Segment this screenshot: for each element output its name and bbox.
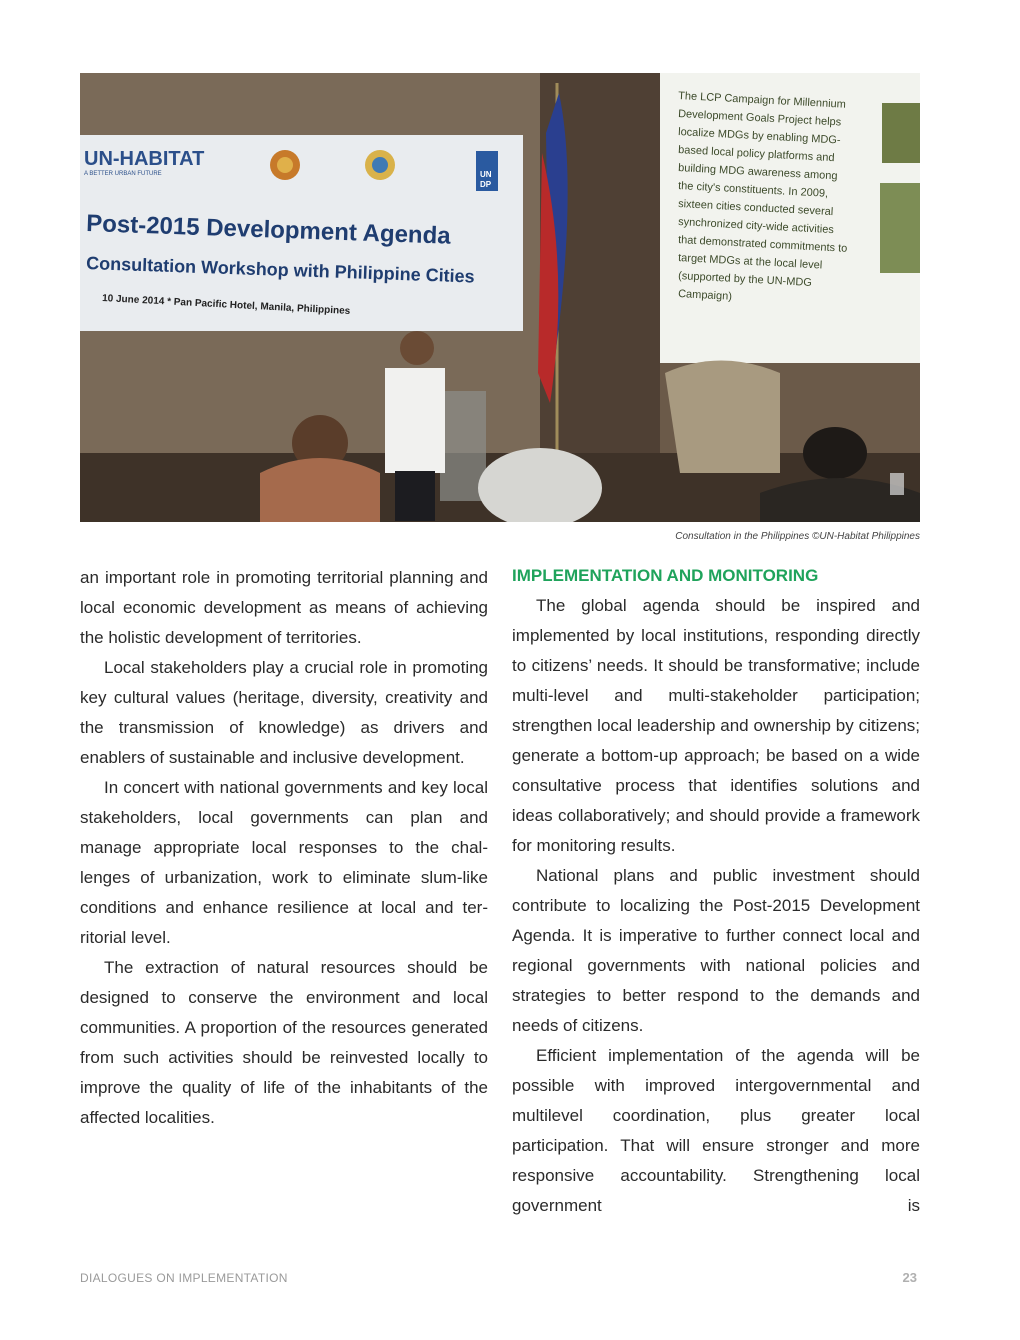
section-heading: IMPLEMENTATION AND MONITORING xyxy=(512,566,819,585)
banner-date: 10 June 2014 * Pan Pacific Hotel, Manila, Philippines xyxy=(101,293,351,317)
paragraph: an important role in promoting territorial planning and local economic development as means of achieving the holistic development of territories. xyxy=(80,568,488,647)
armchair xyxy=(665,361,780,474)
audience-head xyxy=(803,427,867,479)
svg-text:building MDG awareness among: building MDG awareness among xyxy=(677,162,838,183)
svg-text:that demonstrated commitments: that demonstrated commitments to xyxy=(677,234,848,255)
running-title: DIALOGUES ON IMPLEMENTATION xyxy=(80,1271,288,1285)
banner-subtitle: Consultation Workshop with Philippine Cities xyxy=(85,253,475,287)
photo-illustration xyxy=(80,73,920,522)
paragraph: Efficient implementation of the agenda will be possible with improved intergovernmental and multilevel coordination, plus greater local participation. That will ensure stronger and more responsive accountability. Strengthening local government is xyxy=(512,1046,920,1215)
svg-text:synchronized city-wide activit: synchronized city-wide activities xyxy=(677,216,835,237)
svg-text:Campaign): Campaign) xyxy=(677,288,733,303)
paragraph: The global agenda should be inspired and implemented by local institutions, responding directly to citizens’ needs. It should be transformative; include multi-level and multi-stakeholder participation; strengthen local leadership and ownership by citizens; generate a bottom-up approach; be based on a wide consultative process that identifies solutions and ideas collaboratively; and should provide a framework for monitoring results. xyxy=(512,596,920,855)
left-column xyxy=(80,563,488,1133)
svg-text:The LCP Campaign for Millenniu: The LCP Campaign for Millennium xyxy=(677,90,847,111)
paragraph: In concert with national governments and key local stakeholders, local governments can plan and manage appropriate local responses to the challenges of urbanization, work to eliminate slum-like conditions and enhance resilience at local and territorial level. xyxy=(80,778,488,947)
paragraph: The extraction of natural resources should be designed to conserve the environment and local communities. A proportion of the resources generated from such activities should be reinvested locally to improve the quality of life of the inhabitants of the affected localities. xyxy=(80,958,488,1127)
svg-text:target MDGs at the local level: target MDGs at the local level xyxy=(677,252,823,272)
svg-text:based local policy platforms a: based local policy platforms and xyxy=(677,144,835,165)
svg-text:sixteen cities conducted sever: sixteen cities conducted several xyxy=(677,198,834,219)
svg-text:localize MDGs by enabling MDG-: localize MDGs by enabling MDG- xyxy=(677,126,841,147)
event-photo xyxy=(80,73,920,522)
svg-text:DP: DP xyxy=(480,180,492,189)
right-column xyxy=(512,563,920,1221)
svg-text:Development Goals Project help: Development Goals Project helps xyxy=(677,108,842,129)
paragraph: National plans and public investment should contribute to localizing the Post-2015 Development Agenda. It is imperative to further connect local and regional governments with national policies and strategies to better respond to the demands and needs of citizens. xyxy=(512,866,920,1035)
paragraph: Local stakeholders play a crucial role in promoting key cultural values (heritage, diversity, creativity and the transmission of knowledge) as drivers and enablers of sustainable and inclusive development. xyxy=(80,658,488,767)
svg-text:UN: UN xyxy=(480,170,492,179)
banner-logo-tagline: A BETTER URBAN FUTURE xyxy=(84,171,162,177)
svg-text:the city's constituents. In 20: the city's constituents. In 2009, xyxy=(677,180,829,200)
page-number: 23 xyxy=(902,1270,917,1285)
banner-title: Post-2015 Development Agenda xyxy=(85,210,452,250)
photo-caption: Consultation in the Philippines ©UN-Habitat Philippines xyxy=(675,531,920,542)
svg-text:(supported by the UN-MDG: (supported by the UN-MDG xyxy=(677,270,813,290)
banner-logo-text: UN-HABITAT xyxy=(84,148,205,170)
